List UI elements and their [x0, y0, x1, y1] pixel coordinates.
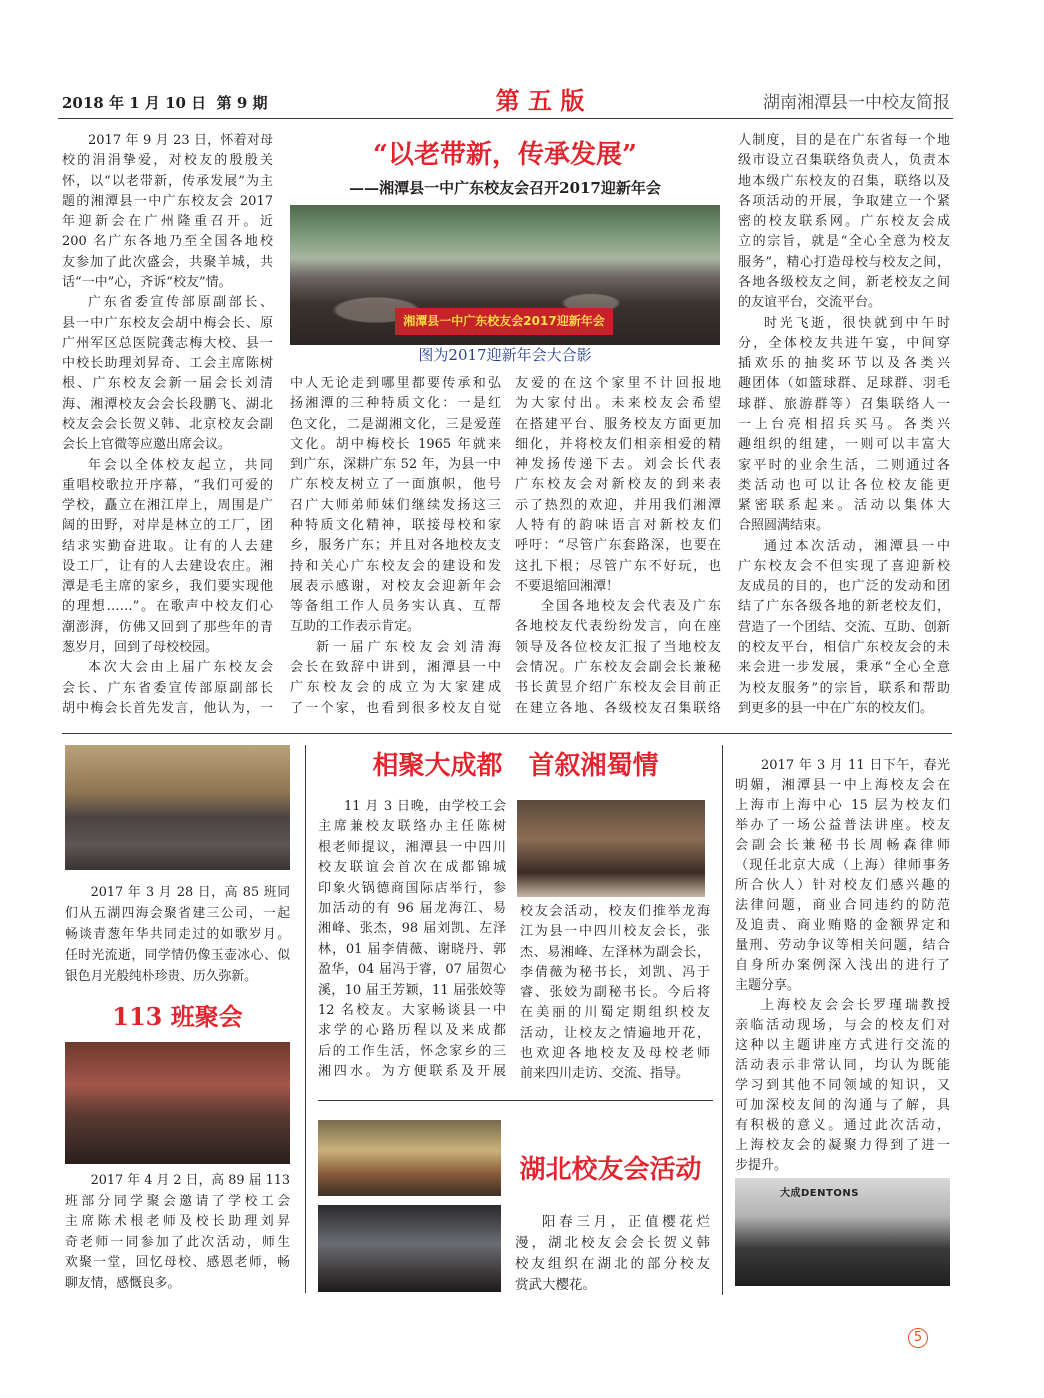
group-photo [290, 205, 720, 345]
text-line: 根老师提议，湘潭县一中四川 [318, 839, 506, 855]
text-line: 中校长助理刘昇奇、工会主席陈树 [62, 356, 273, 372]
text-line: 乡，服务广东；并且对各地校友支 [290, 538, 501, 554]
text-line: （现任北京大成（上海）律师事务 [735, 858, 950, 873]
text-line: 活动表示非常认同，均认为既能 [735, 1058, 950, 1073]
text-line: 量刑、劳动争议等相关问题，结合 [735, 938, 950, 953]
text-line: 印象火锅德商国际店举行，参 [318, 880, 506, 896]
text-line: 赏武大樱花。 [515, 1277, 596, 1293]
text-line: 湘四水。为方便联系及开展 [318, 1064, 506, 1080]
shanghai-article-text [735, 756, 950, 1176]
text-line: 求学的心路历程以及来成都 [318, 1023, 506, 1039]
text-line: 在美丽的川蜀定期组织校友 [520, 1005, 710, 1021]
page-label: 第 五 版 [495, 86, 585, 115]
middle-divider [318, 1100, 713, 1101]
text-line: 200 名广东各地乃至全国各地校 [62, 234, 273, 250]
text-line: 上海校友会会长罗瑾瑞教授 [761, 998, 950, 1013]
text-line: 重唱校歌拉开序幕，“我们可爱的 [62, 477, 273, 493]
text-line: 2017 年 3 月 11 日下午，春光 [761, 758, 950, 773]
text-line: 及追责、商业贿赂的金额界定和 [735, 918, 950, 933]
text-line: 活动，让校友之情遍地开花， [520, 1025, 710, 1041]
text-line: 级市设立召集联络负责人，负责本 [738, 153, 950, 169]
text-line: 友爱的在这个家里不计回报地 [515, 376, 721, 391]
text-line: 趣组织的组建，一则可以丰富大 [738, 437, 950, 453]
text-line: 明媚，湘潭县一中上海校友会在 [735, 778, 950, 793]
text-line: 校友会会长贺义韩、北京校友会副 [62, 416, 273, 432]
text-line: 举办了一场公益普法讲座。校友 [735, 818, 950, 833]
text-line: 学校，矗立在湘江岸上，周围是广 [62, 498, 273, 514]
text-line: 文化。胡中梅校长 1965 年就来 [290, 436, 501, 452]
text-line: 到广东，深耕广东 52 年，为县一中 [290, 457, 501, 473]
text-line: 紧密联系起来。活动以集体大 [738, 498, 950, 514]
text-line: 盈华，04 届冯于睿，07 届贺心 [318, 962, 506, 978]
text-line: 呼吁：“尽管广东套路深，也要在 [515, 538, 721, 554]
text-line: 细化，并将校友们相亲相爱的精 [515, 436, 721, 452]
text-line: 睿、张姣为副秘书长。今后将 [520, 985, 710, 1001]
dentons-wall-sign: 大成DENTONS [780, 1188, 859, 1199]
text-line: 聊友情，感慨良多。 [65, 1275, 181, 1291]
hubei-photo-1 [318, 1120, 501, 1196]
text-line: 友参加了此次盛会，共聚羊城，共 [62, 254, 273, 270]
text-line: 也欢迎各地校友及母校老师 [520, 1046, 710, 1062]
issue-date: 2018 年 1 月 10 日 第 9 期 [62, 94, 268, 112]
text-line: 广东省委宣传部原副部长、 [88, 295, 273, 311]
text-line: 上海市上海中心 15 层为校友们 [735, 798, 950, 813]
text-line: 步提升。 [735, 1158, 788, 1173]
text-line: 来会进一步发展，秉承“全心全意 [738, 660, 950, 676]
hubei-photo-2 [318, 1205, 501, 1292]
text-line: 球群、旅游群等）召集联络人一 [738, 396, 950, 412]
text-line: 校的涓涓挚爱，对校友的殷殷关 [62, 153, 273, 169]
text-line: 主题分享。 [735, 978, 801, 993]
text-line: 年迎新会在广州隆重召开。近 [62, 214, 273, 230]
text-line: 校友组织在湖北的部分校友 [515, 1256, 710, 1272]
text-line: 人特有的韵味语言对新校友们 [515, 517, 721, 533]
lead-article-column-1 [62, 131, 273, 719]
text-line: 插欢乐的抽奖环节以及各类兴 [738, 356, 950, 372]
sichuan-article-text-right [520, 902, 710, 1085]
text-line: 李倩薇为秘书长，刘凯、冯于 [520, 964, 710, 980]
text-line: 展表示感谢，对校友会迎新年会 [290, 578, 501, 594]
text-line: 话“一中”心，齐诉“校友”情。 [62, 274, 232, 290]
text-line: 阳春三月，正值樱花烂 [542, 1214, 710, 1230]
text-line: 任时光流逝，同学情仍像玉壶冰心、似 [65, 948, 290, 963]
text-line: 杰、易湘峰、左泽林为副会长， [520, 944, 710, 960]
text-line: 上海校友会的凝聚力得到了进一 [735, 1138, 950, 1153]
column-divider-right [722, 745, 723, 1295]
text-line: 奇老师一同参加了此次活动，师生 [65, 1234, 290, 1250]
text-line: 所合伙人）针对校友们感兴趣的 [735, 878, 950, 893]
text-line: 这种以主题讲座方式进行交流的 [735, 1038, 950, 1053]
text-line: 欢聚一堂，回忆母校、感恩老师，畅 [65, 1255, 290, 1271]
text-line: 书长黄昱介绍广东校友会目前正 [515, 680, 721, 696]
photo-banner: 湘潭县一中广东校友会2017迎新年会 [395, 308, 613, 335]
text-line: 的校友平台，相信广东校友会的未 [738, 640, 950, 656]
sichuan-article-text-left [318, 797, 506, 1082]
text-line: 合照圆满结束。 [738, 518, 830, 534]
lead-article-column-3 [515, 374, 721, 719]
text-line: 会长在致辞中讲到，湘潭县一中 [290, 659, 501, 675]
text-line: 为大家付出。未来校友会希望 [515, 396, 721, 412]
text-line: 前来四川走访、交流、指导。 [520, 1066, 690, 1082]
text-line: 一上台亮相招兵买马。各类兴 [738, 416, 950, 432]
text-line: 人制度，目的是在广东省每一个地 [738, 133, 950, 148]
text-line: 后的工作生活，怀念家乡的三 [318, 1043, 506, 1059]
sichuan-article-title: 相聚大成都 首叙湘蜀情 [372, 751, 659, 781]
text-line: 主席陈术根老师及校长助理刘昇 [65, 1214, 290, 1230]
text-line: 葱岁月，回到了母校校园。 [62, 640, 219, 656]
text-line: 的友谊平台，交流平台。 [738, 295, 882, 311]
text-line: 湘峰、张杰，98 届刘凯、左泽 [318, 921, 506, 937]
text-line: 班部分同学聚会邀请了学校工会 [65, 1193, 290, 1209]
lead-article-title: “以老带新，传承发展” [373, 140, 637, 170]
text-line: 县一中广东校友会胡中梅会长、原 [62, 315, 273, 331]
text-line: 校友联谊会首次在成都锦城 [318, 860, 506, 876]
text-line: 示了热烈的欢迎，并用我们湘潭 [515, 497, 721, 513]
text-line: 为校友服务”的宗旨，联系和帮助 [738, 680, 950, 696]
lead-article-column-4 [738, 131, 950, 719]
text-line: 溪，10 届王芳颖，11 届张姣等 [318, 982, 506, 998]
text-line: 色文化，二是湖湘文化，三是爱莲 [290, 416, 501, 432]
text-line: 在搭建平台、服务校友方面更加 [515, 416, 721, 432]
text-line: 们从五湖四海会聚省建三公司，一起 [65, 906, 290, 921]
text-line: 有积极的意义。通过此次活动， [735, 1118, 950, 1133]
text-line: 服务”，精心打造母校与校友之间， [738, 254, 950, 270]
text-line: 会副会长兼秘书长周畅森律师 [735, 838, 950, 853]
text-line: 分，全体校友共进午宴，中间穿 [738, 335, 950, 351]
text-line: 种特质文化精神，联接母校和家 [290, 517, 501, 533]
text-line: 江为县一中四川校友会长，张 [520, 924, 710, 940]
shanghai-lecture-photo [735, 1178, 950, 1286]
hubei-article-text [515, 1212, 710, 1296]
text-line: 趣团体（如篮球群、足球群、羽毛 [738, 376, 950, 392]
text-line: 在建立各地、各级校友召集联络 [515, 700, 721, 716]
text-line: 互助的工作表示肯定。 [290, 619, 421, 635]
text-line: 2017 年 4 月 2 日，高 89 届 113 [90, 1173, 290, 1188]
text-line: 法律问题，商业合同违约的防范 [735, 898, 950, 913]
text-line: 潭是毛主席的家乡，我们要实现他 [62, 579, 273, 595]
text-line: 广东校友会不但实现了喜迎新校 [738, 558, 950, 574]
lead-article-subtitle: ——湘潭县一中广东校友会召开2017迎新年会 [349, 179, 661, 197]
text-line: 本次大会由上届广东校友会 [88, 660, 273, 676]
text-line: 地本级广东校友的召集，联络以及 [738, 173, 950, 189]
text-line: 校友会活动，校友们推举龙海 [520, 904, 710, 919]
text-line: 召广大师弟师妹们继续发扬这三 [290, 497, 501, 513]
text-line: 学习到其他不同领域的知识，又 [735, 1078, 950, 1093]
text-line: 广东校友会对新校友的到来表 [515, 477, 721, 493]
text-line: 林，01 届李倩薇、谢晓丹、郭 [318, 941, 506, 957]
text-line: 通过本次活动，湘潭县一中 [764, 538, 950, 554]
text-line: 结求实勤奋进取。让有的人去建 [62, 538, 273, 554]
text-line: 各地校友代表纷纷发言，向在座 [515, 619, 721, 635]
class-113-title: 113 班聚会 [112, 1002, 243, 1031]
text-line: 领导及各位校友汇报了当地校友 [515, 639, 721, 655]
text-line: 新一届广东校友会刘清海 [316, 639, 501, 655]
text-line: 怀，以“以老带新，传承发展”为主 [62, 173, 273, 189]
text-line: 友成员的目的，也广泛的发动和团 [738, 579, 950, 595]
text-line: 银色月光般纯朴珍贵、历久弥新。 [65, 969, 257, 984]
text-line: 了一个家，也看到很多校友自觉 [290, 700, 501, 716]
text-line: 会长上官微等应邀出席会议。 [62, 437, 232, 453]
text-line: 根、广东校友会新一届会长刘清 [62, 376, 273, 392]
hubei-article-title: 湖北校友会活动 [519, 1155, 702, 1185]
text-line: 阔的田野，对岸是林立的工厂，团 [62, 518, 273, 534]
text-line: 密的校友联系网。广东校友会成 [738, 214, 950, 230]
sichuan-dinner-photo [517, 800, 705, 897]
text-line: 广州军区总医院龚志梅大校、县一 [62, 335, 273, 351]
text-line: 结了广东各级各地的新老校友们， [738, 599, 950, 615]
text-line: 可加深校友间的沟通与了解，具 [735, 1098, 950, 1113]
text-line: 自身所办案例深入浅出的进行了 [735, 958, 950, 973]
text-line: 的理想……”。在歌声中校友们心 [62, 599, 273, 615]
text-line: 全国各地校友会代表及广东 [541, 599, 721, 615]
text-line: 神发扬传递下去。刘会长代表 [515, 457, 721, 473]
section-divider [62, 733, 952, 734]
text-line: 家平时的业余生活，二则通过各 [738, 457, 950, 473]
text-line: 会情况。广东校友会副会长兼秘 [515, 659, 721, 675]
text-line: 持和关心广东校友会的建设和发 [290, 558, 501, 574]
header-rule [58, 118, 953, 119]
text-line: 等备组工作人员务实认真、互帮 [290, 599, 501, 615]
text-line: 2017 年 9 月 23 日，怀着对母 [88, 133, 273, 148]
text-line: 题的湘潭县一中广东校友会 2017 [62, 193, 273, 209]
column-divider-left [305, 745, 306, 1293]
class-85-photo [65, 745, 290, 870]
text-line: 加活动的有 96 届龙海江、易 [318, 900, 506, 916]
text-line: 胡中梅会长首先发言，他认为，一 [62, 700, 273, 716]
text-line: 中人无论走到哪里都要传承和弘 [290, 376, 501, 391]
text-line: 扬湘潭的三种特质文化：一是红 [290, 396, 501, 412]
publication-name: 湖南湘潭县一中校友简报 [763, 93, 950, 113]
text-line: 立的宗旨，就是“全心全意为校友 [738, 234, 950, 250]
class-85-caption [65, 882, 290, 987]
text-line: 到更多的县一中在广东的校友们。 [738, 700, 934, 716]
text-line: 海、湘潭校友会会长段鹏飞、湖北 [62, 396, 273, 412]
text-line: 广东校友会的成立为大家建成 [290, 680, 501, 696]
lead-article-column-2 [290, 374, 501, 719]
text-line: 设工厂，让有的人去建设农庄。湘 [62, 558, 273, 574]
text-line: 广东校友树立了一面旗帜，他号 [290, 477, 501, 493]
text-line: 主席兼校友联络办主任陈树 [318, 819, 506, 835]
text-line: 不要退缩回湘潭！ [515, 578, 620, 594]
text-line: 12 名校友。大家畅谈县一中 [318, 1002, 506, 1018]
text-line: 这扎下根；尽管广东不好玩，也 [515, 558, 721, 574]
text-line: 2017 年 3 月 28 日，高 85 班同 [90, 885, 290, 900]
text-line: 各地各级校友之间，新老校友之间 [738, 274, 950, 290]
text-line: 亲临活动现场，与会的校友们对 [735, 1018, 950, 1033]
text-line: 会长、广东省委宣传部原副部长 [62, 680, 273, 696]
text-line: 潮澎湃，仿佛又回到了那些年的青 [62, 619, 273, 635]
text-line: 年会以全体校友起立，共同 [88, 457, 273, 473]
text-line: 11 月 3 日晚，由学校工会 [344, 799, 506, 814]
text-line: 类活动也可以让各位校友能更 [738, 477, 950, 493]
class-113-caption [65, 1171, 290, 1295]
text-line: 各项活动的开展，争取建立一个紧 [738, 193, 950, 209]
text-line: 漫，湖北校友会会长贺义韩 [515, 1235, 710, 1251]
text-line: 畅谈青葱年华共同走过的如歌岁月。 [65, 927, 290, 942]
group-photo-caption: 图为2017迎新年会大合影 [418, 346, 592, 364]
text-line: 营造了一个团结、交流、互助、创新 [738, 619, 950, 635]
text-line: 时光飞逝，很快就到中午时 [764, 315, 950, 331]
page-number: 5 [908, 1328, 928, 1348]
class-113-photo [65, 1042, 290, 1164]
